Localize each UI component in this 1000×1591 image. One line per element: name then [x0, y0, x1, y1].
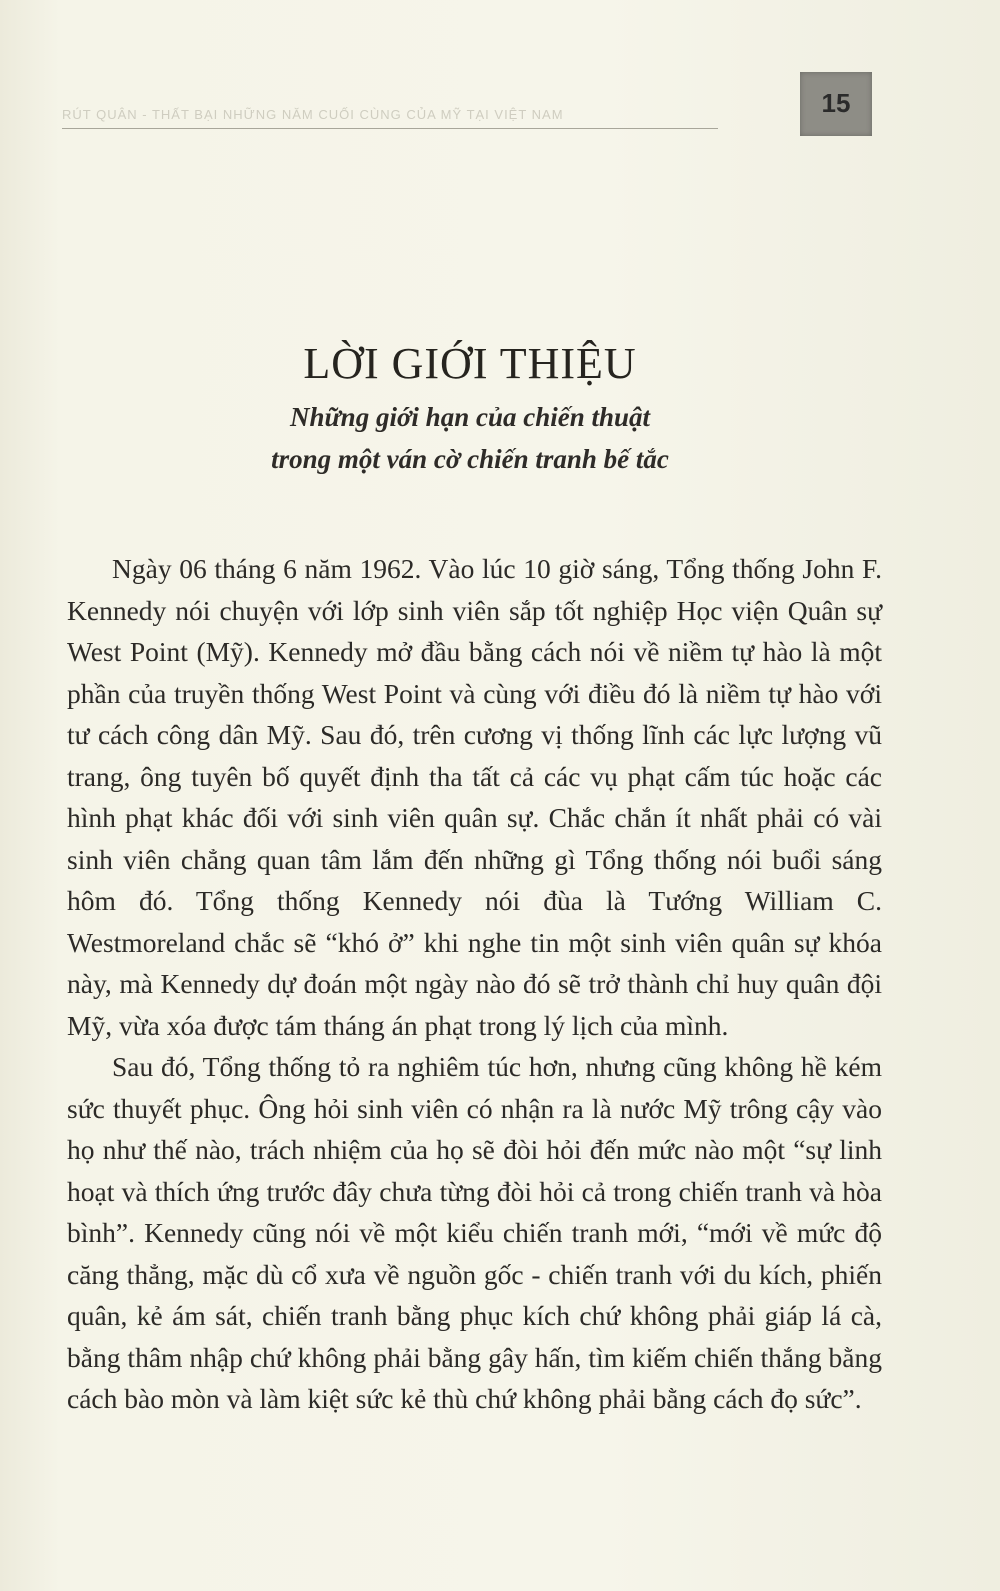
paragraph-2: Sau đó, Tổng thống tỏ ra nghiêm túc hơn, nhưng cũng không hề kém sức thuyết phục. Ông hỏi sinh viên có nhận ra là nước Mỹ trông cậy vào họ như thế nào, trách nhiệm của họ sẽ đòi hỏi đến mức nào một “sự linh hoạt và thích ứng trước đây chưa từng đòi hỏi cả trong chiến tranh và hòa bình”. Kennedy cũng nói về một kiểu chiến tranh mới, “mới về mức độ căng thẳng, mặc dù cổ xưa về nguồn gốc - chiến tranh với du kích, phiến quân, kẻ ám sát, chiến tranh bằng phục kích chứ không phải giáp lá cà, bằng thâm nhập chứ không phải bằng gây hấn, tìm kiếm chiến thắng bằng cách bào mòn và làm kiệt sức kẻ thù chứ không phải bằng cách đọ sức”.	[67, 1051, 882, 1414]
paragraph-1: Ngày 06 tháng 6 năm 1962. Vào lúc 10 giờ sáng, Tổng thống John F. Kennedy nói chuyện với lớp sinh viên sắp tốt nghiệp Học viện Quân sự West Point (Mỹ). Kennedy mở đầu bằng cách nói về niềm tự hào là một phần của truyền thống West Point và cùng với điều đó là niềm tự hào với tư cách công dân Mỹ. Sau đó, trên cương vị thống lĩnh các lực lượng vũ trang, ông tuyên bố quyết định tha tất cả các vụ phạt cấm túc hoặc các hình phạt khác đối với sinh viên quân sự. Chắc chắn ít nhất phải có vài sinh viên chẳng quan tâm lắm đến những gì Tổng thống nói buổi sáng hôm đó. Tổng thống Kennedy nói đùa là Tướng William C. Westmoreland chắc sẽ “khó ở” khi nghe tin một sinh viên quân sự khóa này, mà Kennedy dự đoán một ngày nào đó sẽ trở thành chỉ huy quân đội Mỹ, vừa xóa được tám tháng án phạt trong lý lịch của mình.	[67, 553, 882, 1041]
running-head-text: RÚT QUÂN - THẤT BẠI NHỮNG NĂM CUỐI CÙNG CỦA MỸ TẠI VIỆT NAM	[62, 107, 564, 122]
chapter-title: LỜI GIỚI THIỆU	[303, 339, 637, 388]
page-number-box	[800, 72, 872, 136]
page-number: 15	[821, 88, 851, 118]
running-head	[62, 88, 718, 129]
chapter-subtitle-line-1: Những giới hạn của chiến thuật	[289, 402, 651, 432]
chapter-subtitle-line-2: trong một ván cờ chiến tranh bế tắc	[271, 444, 669, 474]
body-text	[67, 548, 882, 1420]
